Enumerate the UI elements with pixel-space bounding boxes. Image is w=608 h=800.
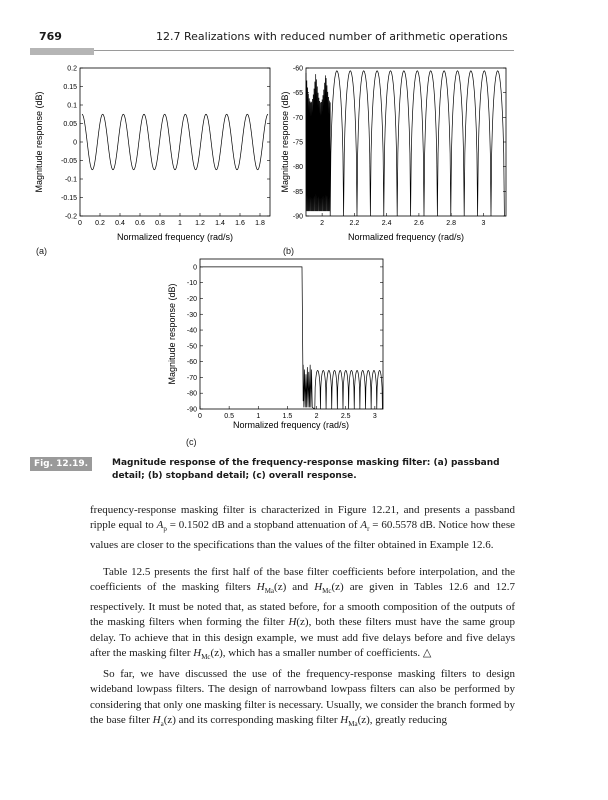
header-rule (94, 50, 514, 51)
chart-b-xtick-label: 2.4 (381, 220, 392, 227)
chart-b-xtick-label: 2.8 (446, 220, 457, 227)
chart-a-xtick-label: 0 (78, 220, 82, 227)
chart-a-xtick-label: 0.6 (135, 220, 145, 227)
chart-c-ytick-label: -50 (186, 343, 197, 351)
panel-label-c: (c) (186, 437, 197, 447)
chart-b-ylabel: Magnitude response (dB) (280, 91, 290, 193)
chart-c-xlabel: Normalized frequency (rad/s) (232, 420, 350, 430)
chart-b-xtick-label: 2 (320, 220, 325, 227)
chart-a-series-line (82, 114, 268, 170)
chart-a-ytick-label: -0.2 (64, 213, 77, 221)
chart-b-ytick-label: -90 (292, 213, 303, 221)
chart-b-ytick-label: -85 (292, 188, 303, 196)
chart-b-xlabel: Normalized frequency (rad/s) (347, 232, 465, 242)
chart-b-series-line (306, 71, 504, 216)
figure-tag: Fig. 12.19. (30, 457, 92, 471)
chart-b-axes-frame (306, 68, 506, 216)
chart-c-xtick-label: 0.5 (224, 413, 235, 420)
chart-a-ytick-label: -0.15 (61, 195, 77, 202)
chart-a-ytick-label: 0.2 (67, 65, 77, 73)
chart-b-ytick-label: -75 (292, 139, 303, 147)
chart-c-ytick-label: -20 (186, 295, 197, 303)
chart-b-xtick-label: 2.6 (414, 220, 424, 227)
chart-b-xtick-label: 3 (481, 220, 486, 227)
chart-b-xtick-label: 2.2 (349, 220, 360, 227)
chart-a-ytick-label: 0.15 (63, 84, 77, 91)
chart-c-ytick-label: -30 (186, 311, 197, 319)
panel-label-b: (b) (283, 246, 294, 256)
paragraph-3: So far, we have discussed the use of the frequency-response masking filters to design wideband lowpass filters. The design of narrowband lowpass filters can also be performed by considering that only one masking filter is necessary. Usually, we consider the branch formed by the base filter $H_a(z)$ and its corresponding masking filter $H_{Ma}(z)$, greatly reducing (90, 668, 516, 729)
chart-c-xtick-label: 2 (314, 413, 319, 420)
header-accent-bar (30, 48, 94, 55)
chart-c-ytick-label: -70 (186, 374, 197, 382)
chart-b-ytick-label: -80 (292, 164, 303, 172)
chart-c-xtick-label: 1 (256, 413, 261, 420)
chart-a-ytick-label: 0.1 (67, 102, 77, 110)
chart-b-stopband-detail (278, 60, 518, 245)
chart-a-ytick-label: -0.05 (61, 158, 77, 165)
chart-a-ytick-label: 0 (73, 139, 77, 147)
chart-a-ytick-label: 0.05 (63, 121, 77, 128)
chart-a-xtick-label: 1.8 (255, 220, 265, 227)
chart-c-axes-frame (200, 259, 383, 409)
chart-c-ytick-label: -60 (186, 359, 197, 367)
chart-a-axes-frame (80, 68, 270, 216)
running-header: 12.7 Realizations with reduced number of arithmetic operations (156, 30, 508, 43)
chart-b-ytick-label: -60 (292, 65, 303, 73)
chart-c-overall-response (165, 254, 390, 434)
chart-c-series-line (200, 267, 382, 409)
chart-c-ytick-label: -90 (186, 406, 197, 414)
chart-c-ytick-label: -10 (186, 280, 197, 288)
chart-b-ytick-label: -65 (292, 90, 303, 98)
paragraph-1: frequency-response masking filter is characterized in Figure 12.21, and presents a passband ripple equal to $A_p = 0.1502$ dB and a stopband attenuation of $A_r = 60.5578$ dB. Notice how these values are closer to the specifications than the values of the filter obtained in Example 12.6. (90, 504, 515, 551)
chart-c-xtick-label: 0 (198, 413, 202, 420)
paragraph-2: Table 12.5 presents the first half of the base filter coefficients before interpolation, and the coefficients of the masking filters $H_{Ma}(z)$ and $H_{Mc}(z)$ are given in Tables 12.6 and 12.7 respectively. It must be noted that, as stated before, for a smooth composition of the outputs of the masking filters when forming the filter H(z), both these filters must have the same group delay. To achieve that in this design example, we must add five delays before and five delays after the masking filter $H_{Mc}(z)$, which has a smaller number of coefficients. △ (90, 566, 516, 662)
chart-a-xtick-label: 0.2 (95, 220, 105, 227)
figure-caption: Magnitude response of the frequency-response masking filter: (a) passband detail; (b) stopband detail; (c) overall response. (112, 458, 500, 481)
panel-label-a: (a) (36, 246, 47, 256)
chart-c-xtick-label: 3 (372, 413, 377, 420)
chart-c-xtick-label: 1.5 (282, 413, 293, 420)
chart-c-ytick-label: -80 (186, 390, 197, 398)
chart-a-xtick-label: 0.8 (155, 220, 165, 227)
chart-a-xlabel: Normalized frequency (rad/s) (116, 232, 234, 242)
chart-c-xtick-label: 2.5 (340, 413, 351, 420)
chart-a-ytick-label: -0.1 (64, 176, 77, 184)
chart-c-ylabel: Magnitude response (dB) (167, 283, 177, 385)
chart-a-xtick-label: 1.6 (235, 220, 245, 227)
chart-c-ytick-label: 0 (193, 264, 197, 272)
chart-a-xtick-label: 1.4 (215, 220, 225, 227)
chart-a-xtick-label: 1.2 (195, 220, 205, 227)
chart-a-ylabel: Magnitude response (dB) (34, 91, 44, 193)
chart-b-ytick-label: -70 (292, 114, 303, 122)
page-number: 769 (39, 30, 62, 43)
chart-a-xtick-label: 0.4 (115, 220, 125, 227)
chart-c-ytick-label: -40 (186, 327, 197, 335)
chart-a-xtick-label: 1 (178, 220, 182, 227)
chart-a-passband-detail (30, 60, 280, 245)
